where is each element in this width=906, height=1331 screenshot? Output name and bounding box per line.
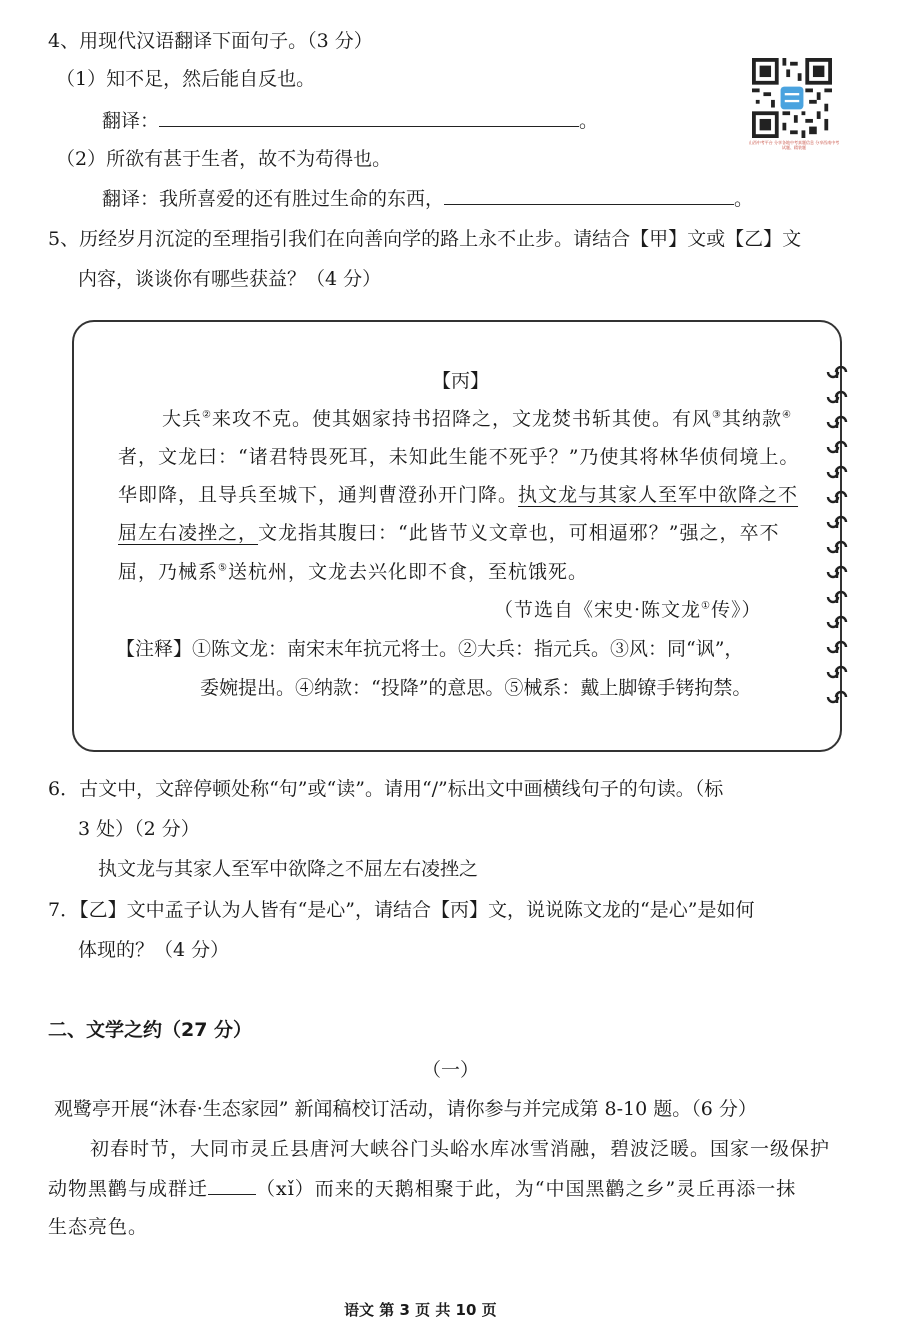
- news-paragraph-line-1: 初春时节，大同市灵丘县唐河大峡谷门头峪水库冰雪消融，碧波泛暖。国家一级保护: [90, 1138, 831, 1160]
- news-paragraph-line-3: 生态亮色。: [48, 1216, 149, 1238]
- q4-answer-1-end: 。: [579, 110, 599, 132]
- q4-sentence-2: （2）所欲有甚于生者，故不为苟得也。: [56, 148, 392, 170]
- q4-answer-1-label: 翻译：: [102, 110, 160, 132]
- passage-text: （xǐ）而来的天鹅相聚于此，为“中国黑鹳之乡”灵丘再添一抹: [256, 1178, 797, 1200]
- footnote-marker-3: ③: [712, 409, 722, 421]
- passage-text: 文龙指其腹曰：“此皆节义文章也，可相逼邪？”强之，卒不: [258, 522, 780, 544]
- footnote-marker-5: ⑤: [218, 562, 228, 574]
- underlined-sentence: 屈左右凌挫之，: [118, 522, 259, 544]
- answer-blank-2[interactable]: [444, 202, 734, 205]
- section-2-heading: 二、文学之约（27 分）: [48, 1019, 253, 1041]
- passage-text: 动物黑鹳与成群迁: [48, 1178, 209, 1200]
- q5-line-2: 内容，谈谈你有哪些获益？（4 分）: [78, 268, 382, 290]
- q4-answer-2: [102, 184, 753, 211]
- q4-answer-2-label: 翻译：我所喜爱的还有胜过生命的东西，: [102, 188, 445, 210]
- qr-caption: 山西中考平台 分享各地中考真题信息 分享西南中考试题、精装题: [748, 140, 840, 150]
- q4-title: 4、用现代汉语翻译下面句子。（3 分）: [48, 30, 373, 52]
- spiral-binding-icon: [822, 366, 852, 716]
- passage-text: 大兵: [162, 408, 203, 430]
- passage-line-4: [118, 518, 779, 545]
- answer-blank-1[interactable]: [159, 124, 579, 127]
- passage-note-2: 委婉提出。④纳款：“投降”的意思。⑤械系：戴上脚镣手铐拘禁。: [200, 677, 752, 699]
- qr-code-icon: [752, 58, 832, 138]
- section-2-part: （一）: [422, 1059, 480, 1081]
- passage-note-1: 【注释】①陈文龙：南宋末年抗元将士。②大兵：指元兵。③风：同“讽”，: [116, 638, 744, 660]
- passage-text: 送杭州，文龙去兴化即不食，至杭饿死。: [227, 561, 588, 583]
- passage-line-5: [118, 557, 588, 584]
- passage-line-2: 者，文龙曰：“诸君特畏死耳，未知此生能不死乎？”乃使其将林华侦伺境上。: [118, 446, 800, 468]
- q6-line-2: 3 处）（2 分）: [78, 818, 200, 840]
- fill-blank[interactable]: [208, 1192, 256, 1195]
- passage-text: 其纳款: [721, 408, 782, 430]
- footnote-marker-1: ①: [701, 600, 712, 612]
- q7-line-2: 体现的？（4 分）: [78, 939, 230, 961]
- footnote-marker-4: ④: [781, 409, 792, 421]
- passage-line-1: [162, 404, 792, 431]
- source-text: （节选自《宋史·陈文龙: [494, 599, 702, 621]
- q4-answer-1: [102, 106, 598, 133]
- passage-line-3: [118, 480, 798, 507]
- q7-line-1: 7．【乙】文中孟子认为人皆有“是心”，请结合【丙】文，说说陈文龙的“是心”是如何: [48, 899, 755, 921]
- footnote-marker-2: ②: [202, 409, 212, 421]
- q6-line-1: 6．古文中，文辞停顿处称“句”或“读”。请用“/”标出文中画横线句子的句读。（标: [48, 778, 724, 800]
- underlined-sentence: 执文龙与其家人至军中欲降之不: [518, 484, 799, 506]
- passage-text: 华即降，且导兵至城下，通判曹澄孙开门降。: [118, 484, 519, 506]
- section-2-intro: 观鹭亭开展“沐春·生态家园” 新闻稿校订活动，请你参与并完成第 8-10 题。（6 分）: [54, 1098, 757, 1120]
- passage-source: [494, 595, 762, 622]
- q6-sentence: 执文龙与其家人至军中欲降之不屈左右凌挫之: [98, 858, 479, 880]
- passage-title: 【丙】: [432, 370, 490, 392]
- source-text: 传》）: [711, 599, 762, 621]
- q4-sentence-1: （1）知不足，然后能自反也。: [56, 68, 316, 90]
- passage-text: 来攻不克。使其姻家持书招降之，文龙焚书斩其使。有风: [211, 408, 712, 430]
- page-footer: 语文 第 3 页 共 10 页: [344, 1301, 497, 1319]
- q4-answer-2-end: 。: [734, 188, 754, 210]
- passage-text: 屈，乃械系: [118, 561, 219, 583]
- news-paragraph-line-2: [48, 1174, 796, 1201]
- q5-line-1: 5、历经岁月沉淀的至理指引我们在向善向学的路上永不止步。请结合【甲】文或【乙】文: [48, 228, 802, 250]
